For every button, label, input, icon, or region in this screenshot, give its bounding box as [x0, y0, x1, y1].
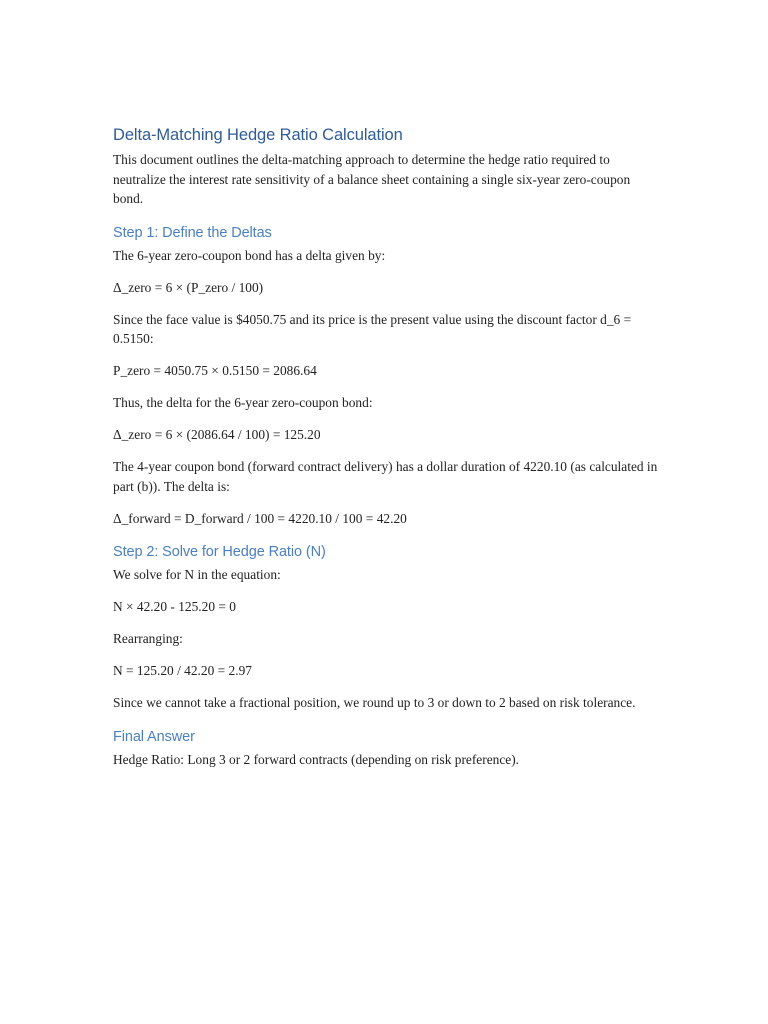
step2-paragraph-rounding: Since we cannot take a fractional position, we round up to 3 or down to 2 based on risk tolerance.: [113, 695, 636, 710]
step2-equation: N × 42.20 - 125.20 = 0: [113, 599, 236, 614]
step1-paragraph-thus: Thus, the delta for the 6-year zero-coupon bond:: [113, 395, 373, 410]
step2-paragraph-rearranging: Rearranging:: [113, 631, 183, 646]
step2-formula-n: N = 125.20 / 42.20 = 2.97: [113, 663, 252, 678]
step2-paragraph-1: We solve for N in the equation:: [113, 567, 281, 582]
step1-formula-price: P_zero = 4050.75 × 0.5150 = 2086.64: [113, 363, 317, 378]
intro-paragraph: This document outlines the delta-matching approach to determine the hedge ratio required to neutralize the interest rate sensitivity of a balance sheet containing a single six-year zero-coupon bond.: [113, 152, 631, 206]
document-title: Delta-Matching Hedge Ratio Calculation: [113, 126, 403, 144]
step1-paragraph-coupon-bond: The 4-year coupon bond (forward contract delivery) has a dollar duration of 4220.10 (as calculated in part (b)). The delta is:: [113, 459, 658, 494]
step1-paragraph-face-value: Since the face value is $4050.75 and its price is the present value using the discount factor d_6 = 0.5150:: [113, 311, 632, 346]
step1-formula-delta-zero-value: Δ_zero = 6 × (2086.64 / 100) = 125.20: [113, 427, 321, 442]
step1-formula-delta-forward: Δ_forward = D_forward / 100 = 4220.10 / 100 = 42.20: [113, 510, 407, 526]
final-answer-heading: Final Answer: [113, 728, 195, 745]
final-answer-paragraph: Hedge Ratio: Long 3 or 2 forward contracts (depending on risk preference).: [113, 751, 520, 767]
step1-formula-delta-zero: Δ_zero = 6 × (P_zero / 100): [113, 279, 264, 295]
step1-heading: Step 1: Define the Deltas: [113, 224, 272, 241]
step2-heading: Step 2: Solve for Hedge Ratio (N): [113, 544, 326, 560]
document-page: [113, 124, 658, 769]
step1-paragraph-1: The 6-year zero-coupon bond has a delta given by:: [113, 247, 386, 263]
